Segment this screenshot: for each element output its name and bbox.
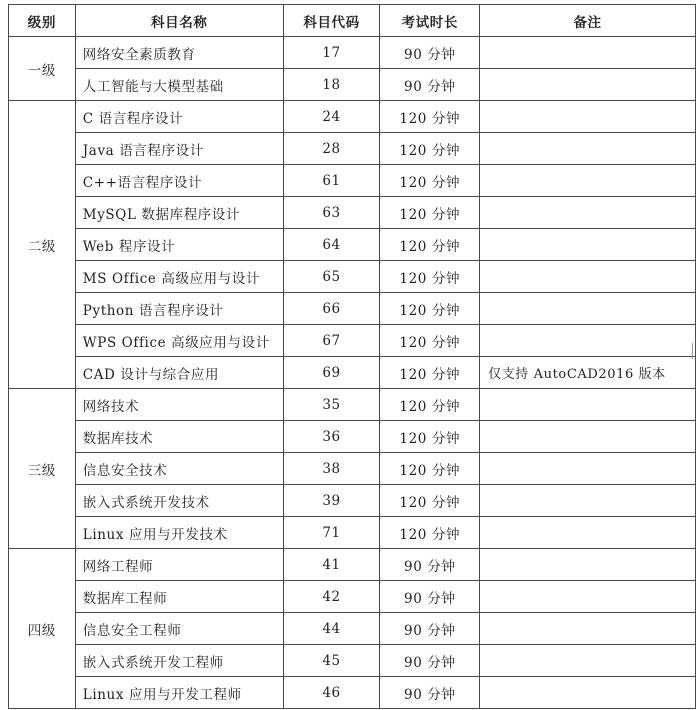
subject-name-cell: 信息安全工程师 bbox=[75, 613, 283, 645]
note-cell bbox=[480, 261, 696, 293]
table-row bbox=[9, 293, 696, 325]
subject-code-cell: 39 bbox=[283, 485, 380, 517]
exam-duration-cell: 120 分钟 bbox=[380, 517, 480, 549]
subject-code-cell: 28 bbox=[283, 133, 380, 165]
header-subject-code: 科目代码 bbox=[283, 5, 380, 37]
header-row bbox=[9, 5, 696, 37]
header-note: 备注 bbox=[480, 5, 696, 37]
table-row bbox=[9, 357, 696, 389]
subject-name-cell: C 语言程序设计 bbox=[75, 101, 283, 133]
subject-name-cell: 信息安全技术 bbox=[75, 453, 283, 485]
table-row bbox=[9, 581, 696, 613]
note-cell bbox=[480, 325, 696, 357]
exam-subjects-table bbox=[8, 4, 696, 709]
table-row bbox=[9, 389, 696, 421]
note-cell bbox=[480, 645, 696, 677]
exam-duration-cell: 90 分钟 bbox=[380, 37, 480, 69]
exam-duration-cell: 120 分钟 bbox=[380, 453, 480, 485]
subject-code-cell: 24 bbox=[283, 101, 380, 133]
subject-name-cell: C++语言程序设计 bbox=[75, 165, 283, 197]
exam-duration-cell: 90 分钟 bbox=[380, 677, 480, 709]
subject-name-cell: 嵌入式系统开发技术 bbox=[75, 485, 283, 517]
exam-duration-cell: 120 分钟 bbox=[380, 325, 480, 357]
note-cell bbox=[480, 165, 696, 197]
exam-duration-cell: 120 分钟 bbox=[380, 293, 480, 325]
table-row bbox=[9, 165, 696, 197]
subject-code-cell: 17 bbox=[283, 37, 380, 69]
subject-code-cell: 41 bbox=[283, 549, 380, 581]
note-cell bbox=[480, 453, 696, 485]
table-row bbox=[9, 517, 696, 549]
subject-code-cell: 63 bbox=[283, 197, 380, 229]
note-cell bbox=[480, 549, 696, 581]
note-cell bbox=[480, 485, 696, 517]
subject-code-cell: 38 bbox=[283, 453, 380, 485]
subject-code-cell: 46 bbox=[283, 677, 380, 709]
subject-code-cell: 35 bbox=[283, 389, 380, 421]
subject-name-cell: Python 语言程序设计 bbox=[75, 293, 283, 325]
subject-name-cell: Linux 应用与开发工程师 bbox=[75, 677, 283, 709]
note-cell bbox=[480, 581, 696, 613]
exam-duration-cell: 120 分钟 bbox=[380, 421, 480, 453]
subject-code-cell: 61 bbox=[283, 165, 380, 197]
table-row bbox=[9, 37, 696, 69]
subject-name-cell: Linux 应用与开发技术 bbox=[75, 517, 283, 549]
exam-duration-cell: 120 分钟 bbox=[380, 229, 480, 261]
exam-duration-cell: 120 分钟 bbox=[380, 165, 480, 197]
table-row bbox=[9, 453, 696, 485]
header-subject-name: 科目名称 bbox=[75, 5, 283, 37]
exam-duration-cell: 90 分钟 bbox=[380, 645, 480, 677]
table-row bbox=[9, 197, 696, 229]
level-cell: 二级 bbox=[9, 101, 76, 389]
exam-duration-cell: 120 分钟 bbox=[380, 133, 480, 165]
subject-code-cell: 67 bbox=[283, 325, 380, 357]
note-cell bbox=[480, 197, 696, 229]
exam-duration-cell: 120 分钟 bbox=[380, 261, 480, 293]
table-row bbox=[9, 421, 696, 453]
subject-code-cell: 42 bbox=[283, 581, 380, 613]
level-cell: 三级 bbox=[9, 389, 76, 549]
header-exam-duration: 考试时长 bbox=[380, 5, 480, 37]
note-cell bbox=[480, 229, 696, 261]
subject-code-cell: 45 bbox=[283, 645, 380, 677]
table-row bbox=[9, 613, 696, 645]
exam-duration-cell: 120 分钟 bbox=[380, 485, 480, 517]
level-cell: 四级 bbox=[9, 549, 76, 709]
subject-name-cell: 网络工程师 bbox=[75, 549, 283, 581]
subject-name-cell: WPS Office 高级应用与设计 bbox=[75, 325, 283, 357]
subject-code-cell: 36 bbox=[283, 421, 380, 453]
exam-duration-cell: 90 分钟 bbox=[380, 549, 480, 581]
table-row bbox=[9, 69, 696, 101]
note-cell bbox=[480, 293, 696, 325]
subject-name-cell: Java 语言程序设计 bbox=[75, 133, 283, 165]
table-row bbox=[9, 133, 696, 165]
subject-name-cell: 人工智能与大模型基础 bbox=[75, 69, 283, 101]
note-cell bbox=[480, 69, 696, 101]
note-cell bbox=[480, 517, 696, 549]
subject-code-cell: 66 bbox=[283, 293, 380, 325]
subject-code-cell: 69 bbox=[283, 357, 380, 389]
exam-subjects-table-container bbox=[8, 4, 696, 709]
note-cell bbox=[480, 101, 696, 133]
subject-name-cell: 网络技术 bbox=[75, 389, 283, 421]
exam-duration-cell: 90 分钟 bbox=[380, 613, 480, 645]
subject-code-cell: 71 bbox=[283, 517, 380, 549]
subject-name-cell: 数据库技术 bbox=[75, 421, 283, 453]
table-row bbox=[9, 261, 696, 293]
table-row bbox=[9, 645, 696, 677]
table-row bbox=[9, 677, 696, 709]
exam-duration-cell: 90 分钟 bbox=[380, 581, 480, 613]
subject-name-cell: 数据库工程师 bbox=[75, 581, 283, 613]
subject-code-cell: 18 bbox=[283, 69, 380, 101]
note-cell bbox=[480, 677, 696, 709]
exam-duration-cell: 90 分钟 bbox=[380, 69, 480, 101]
table-row bbox=[9, 101, 696, 133]
note-cell bbox=[480, 421, 696, 453]
note-cell: 仅支持 AutoCAD2016 版本 bbox=[480, 357, 696, 389]
subject-name-cell: CAD 设计与综合应用 bbox=[75, 357, 283, 389]
note-cell bbox=[480, 133, 696, 165]
exam-duration-cell: 120 分钟 bbox=[380, 197, 480, 229]
scroll-edge-marker bbox=[692, 343, 693, 359]
table-row bbox=[9, 229, 696, 261]
subject-name-cell: MS Office 高级应用与设计 bbox=[75, 261, 283, 293]
subject-name-cell: 嵌入式系统开发工程师 bbox=[75, 645, 283, 677]
note-cell bbox=[480, 389, 696, 421]
subject-name-cell: 网络安全素质教育 bbox=[75, 37, 283, 69]
subject-code-cell: 65 bbox=[283, 261, 380, 293]
header-level: 级别 bbox=[9, 5, 76, 37]
exam-duration-cell: 120 分钟 bbox=[380, 389, 480, 421]
exam-duration-cell: 120 分钟 bbox=[380, 101, 480, 133]
level-cell: 一级 bbox=[9, 37, 76, 101]
exam-duration-cell: 120 分钟 bbox=[380, 357, 480, 389]
note-cell bbox=[480, 613, 696, 645]
note-cell bbox=[480, 37, 696, 69]
subject-name-cell: MySQL 数据库程序设计 bbox=[75, 197, 283, 229]
subject-code-cell: 44 bbox=[283, 613, 380, 645]
subject-code-cell: 64 bbox=[283, 229, 380, 261]
table-row bbox=[9, 485, 696, 517]
subject-name-cell: Web 程序设计 bbox=[75, 229, 283, 261]
table-row bbox=[9, 325, 696, 357]
table-body bbox=[9, 37, 696, 709]
table-row bbox=[9, 549, 696, 581]
